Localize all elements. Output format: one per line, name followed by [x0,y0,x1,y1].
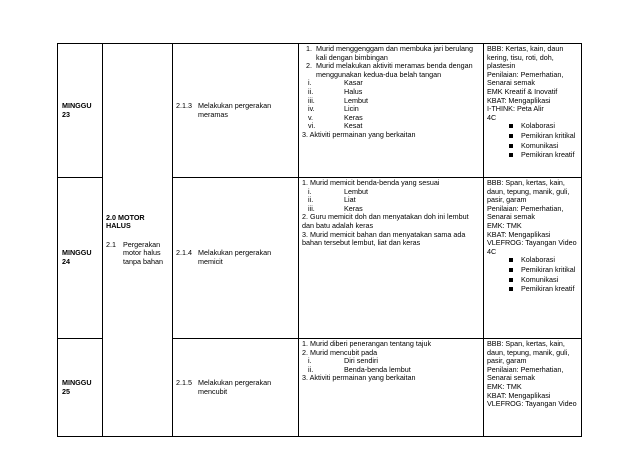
standard-text: Melakukan pergerakan meramas [198,100,272,119]
skills-text: Komunikasi [521,140,559,150]
activity-line: 3. Murid memicit bahan dan menyatakan sama ada bahan tersebut lembut, liat dan keras [302,229,466,248]
subitem-text: Licin [344,104,359,114]
bullet-icon [509,122,521,132]
subitem-numeral: i. [308,186,312,196]
unit-sub [106,241,169,267]
bullet-icon [509,151,521,161]
resource-line: BBB: Span, kertas, kain, daun, tepung, manik, guli, pasir, garam [487,178,570,205]
resource-line: 4C [487,246,497,256]
activity-subitem [302,188,480,197]
unit-sub-number: 2.1 [106,239,116,249]
skills-item [509,151,578,161]
subitem-text: Lembut [344,95,368,105]
resource-line: KBAT: Mengaplikasi [487,95,551,105]
subitem-numeral: i. [308,78,312,88]
unit-cell [103,44,173,437]
skills-text: Kolaborasi [521,121,555,131]
activity-numbered [306,45,480,62]
skills-text: Kolaborasi [521,255,555,265]
subitem-text: Benda-benda lembut [344,364,411,374]
activities-cell [299,178,484,339]
resource-line: EMK: TMK [487,220,522,230]
activity-subitem [302,196,480,205]
subitem-numeral: iv. [308,104,315,114]
activity-subitem [302,79,480,88]
resource-line: BBB: Span, kertas, kain, daun, tepung, manik, guli, pasir, garam [487,339,570,366]
skills-item [509,285,578,295]
standard-number: 2.1.4 [176,248,192,258]
subitem-text: Diri sendiri [344,356,378,366]
activities-cell [299,339,484,437]
subitem-text: Halus [344,86,363,96]
bullet-icon [509,276,521,286]
subitem-numeral: i. [308,356,312,366]
subitem-numeral: ii. [308,195,314,205]
subitem-numeral: v. [308,112,314,122]
subitem-text: Lembut [344,186,368,196]
week-cell [58,339,103,437]
resource-line: KBAT: Mengaplikasi [487,390,551,400]
activities-cell [299,44,484,178]
activity-subitem [302,97,480,106]
subitem-text: Kasar [344,78,363,88]
activity-line: 2. Guru memicit doh dan menyatakan doh ini lembut dan batu adalah keras [302,212,469,230]
bullet-icon [509,132,521,142]
resource-line: EMK Kreatif & Inovatif [487,86,558,96]
subitem-numeral: ii. [308,86,314,96]
standard-text: Melakukan pergerakan mencubit [198,377,272,396]
activity-text: Murid menggenggam dan membuka jari berulang kali dengan bimbingan [316,44,474,62]
subitem-numeral: iii. [308,203,315,213]
skills-text: Pemikiran kritikal [521,130,576,140]
bullet-icon [509,266,521,276]
week-label: MINGGU 25 [62,377,92,396]
resources-cell [484,44,582,178]
skills-text: Pemikiran kreatif [521,150,575,160]
activity-number: 1. [306,44,312,53]
unit-title: 2.0 MOTOR HALUS [106,212,145,231]
skills-list [487,256,578,294]
standard [176,379,295,396]
bullet-icon [509,285,521,295]
resource-line: BBB: Kertas, kain, daun kering, tisu, roti, doh, plastesin [487,44,564,71]
week-label: MINGGU 24 [62,248,92,266]
resource-line: Penilaian: Pemerhatian, Senarai semak [487,203,564,222]
activity-numbered [306,62,480,79]
subitem-numeral: vi. [308,121,316,131]
activity-item [302,45,480,62]
resource-line: 4C [487,112,497,122]
activity-item [302,62,480,79]
activity-line: 3. Aktiviti permainan yang berkaitan [302,129,416,139]
activity-line: 1. Murid memicit benda-benda yang sesuai [302,178,440,187]
standard-number: 2.1.5 [176,377,192,387]
activity-subitem [302,105,480,114]
resource-line: VLEFROG: Tayangan Video [487,399,577,409]
activity-line: 2. Murid mencubit pada [302,347,378,357]
subitem-numeral: iii. [308,95,315,105]
lesson-plan-table [57,43,582,437]
skills-list [487,122,578,160]
subitem-text: Keras [344,203,363,213]
week-label: MINGGU 23 [62,100,92,119]
resource-line: KBAT: Mengaplikasi [487,229,551,239]
activity-subitem [302,114,480,123]
skills-text: Pemikiran kritikal [521,264,576,274]
resource-line: Penilaian: Pemerhatian, Senarai semak [487,69,564,88]
skills-text: Pemikiran kreatif [521,284,575,294]
resource-line: EMK: TMK [487,381,522,391]
activity-text: Murid melakukan aktiviti meramas benda dengan menggunakan kedua-dua belah tangan [316,61,473,79]
activity-subitem [302,88,480,97]
week-cell [58,178,103,339]
subitem-text: Keras [344,112,363,122]
activity-line: 3. Aktiviti permainan yang berkaitan [302,373,416,383]
bullet-icon [509,256,521,266]
subitem-text: Kesat [344,121,363,131]
resource-line: I-THINK: Peta Alir [487,104,544,114]
activity-line: 1. Murid diberi penerangan tentang tajuk [302,339,432,348]
skills-text: Komunikasi [521,274,559,284]
activity-number: 2. [306,61,312,71]
standard-text: Melakukan pergerakan memicit [198,248,272,266]
standard-number: 2.1.3 [176,100,192,110]
resource-line: Penilaian: Pemerhatian, Senarai semak [487,364,564,383]
standard-cell [173,178,299,339]
resources-cell [484,339,582,437]
week-cell [58,44,103,178]
standard [176,102,295,119]
subitem-numeral: ii. [308,364,314,374]
resource-line: VLEFROG: Tayangan Video [487,238,577,248]
standard-cell [173,339,299,437]
standard [176,249,295,266]
table-row [58,44,582,178]
bullet-icon [509,142,521,152]
subitem-text: Liat [344,195,356,205]
resources-cell [484,178,582,339]
unit-sub-text: Pergerakan motor halus tanpa bahan [123,239,163,266]
standard-cell [173,44,299,178]
